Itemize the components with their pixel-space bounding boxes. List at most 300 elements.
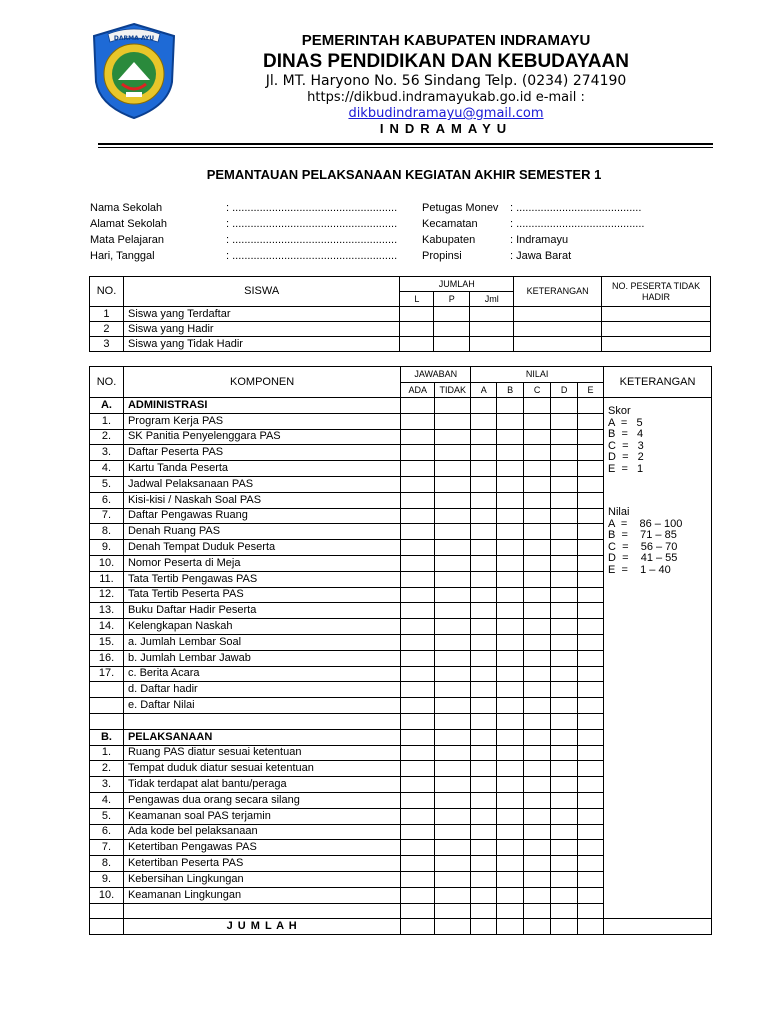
cell[interactable] [435, 698, 471, 714]
row-label: b. Jumlah Lembar Jawab [123, 650, 400, 666]
cell[interactable] [578, 792, 604, 808]
cell[interactable] [524, 445, 551, 461]
row-no: 14. [90, 619, 124, 635]
cell[interactable] [401, 792, 435, 808]
cell[interactable] [497, 445, 524, 461]
cell[interactable] [435, 603, 471, 619]
cell[interactable] [578, 840, 604, 856]
cell[interactable] [471, 571, 497, 587]
cell[interactable] [551, 903, 578, 919]
cell[interactable] [551, 792, 578, 808]
cell[interactable] [471, 713, 497, 729]
cell[interactable] [578, 650, 604, 666]
cell[interactable] [524, 492, 551, 508]
cell[interactable] [401, 571, 435, 587]
cell[interactable] [551, 603, 578, 619]
skor-item: A = 5 [608, 416, 643, 429]
cell[interactable] [401, 682, 435, 698]
row-label: SK Panitia Penyelenggara PAS [123, 429, 400, 445]
cell[interactable] [497, 555, 524, 571]
cell[interactable] [578, 555, 604, 571]
cell[interactable] [578, 398, 604, 414]
cell[interactable] [551, 587, 578, 603]
cell[interactable] [524, 540, 551, 556]
cell[interactable] [551, 761, 578, 777]
cell[interactable] [401, 508, 435, 524]
cell[interactable] [435, 555, 471, 571]
cell[interactable] [435, 903, 471, 919]
cell[interactable] [551, 619, 578, 635]
cell[interactable] [400, 322, 434, 337]
cell[interactable] [524, 682, 551, 698]
cell[interactable] [578, 903, 604, 919]
row-no: 3 [90, 337, 124, 352]
cell[interactable] [524, 650, 551, 666]
cell[interactable] [551, 729, 578, 745]
cell[interactable] [471, 429, 497, 445]
cell[interactable] [578, 571, 604, 587]
cell[interactable] [524, 619, 551, 635]
cell[interactable] [578, 824, 604, 840]
cell[interactable] [401, 461, 435, 477]
gov-name: PEMERINTAH KABUPATEN INDRAMAYU [301, 32, 591, 49]
info-row [90, 248, 397, 264]
cell[interactable] [497, 587, 524, 603]
cell[interactable] [578, 682, 604, 698]
cell[interactable] [401, 840, 435, 856]
cell[interactable] [578, 698, 604, 714]
cell[interactable] [471, 398, 497, 414]
cell[interactable] [471, 524, 497, 540]
info-right [422, 200, 644, 264]
email-link[interactable]: dikbudindramayu@gmail.com [348, 106, 544, 121]
cell[interactable] [401, 398, 435, 414]
cell[interactable] [471, 919, 497, 935]
row-label: Pengawas dua orang secara silang [123, 792, 400, 808]
cell[interactable] [524, 524, 551, 540]
cell[interactable] [401, 887, 435, 903]
cell[interactable] [497, 603, 524, 619]
cell[interactable] [551, 413, 578, 429]
cell[interactable] [471, 903, 497, 919]
cell[interactable] [435, 650, 471, 666]
cell[interactable] [471, 761, 497, 777]
cell[interactable] [551, 745, 578, 761]
cell[interactable] [524, 856, 551, 872]
cell[interactable] [470, 337, 514, 352]
cell[interactable] [497, 619, 524, 635]
cell[interactable] [578, 919, 604, 935]
cell[interactable] [524, 508, 551, 524]
row-label: Daftar Pengawas Ruang [123, 508, 400, 524]
cell[interactable] [434, 307, 470, 322]
cell[interactable] [400, 307, 434, 322]
cell[interactable] [497, 634, 524, 650]
cell[interactable] [602, 337, 711, 352]
cell[interactable] [551, 856, 578, 872]
cell[interactable] [551, 476, 578, 492]
col-nilai: NILAI [471, 367, 604, 383]
cell[interactable] [435, 729, 471, 745]
cell[interactable] [471, 508, 497, 524]
cell[interactable] [524, 919, 551, 935]
cell[interactable] [497, 808, 524, 824]
cell[interactable] [578, 666, 604, 682]
cell[interactable] [524, 808, 551, 824]
cell[interactable] [435, 634, 471, 650]
header-rule [98, 143, 713, 145]
cell[interactable] [471, 729, 497, 745]
row-label: c. Berita Acara [123, 666, 400, 682]
cell[interactable] [471, 492, 497, 508]
cell[interactable] [435, 398, 471, 414]
cell[interactable] [514, 337, 602, 352]
cell[interactable] [435, 745, 471, 761]
cell[interactable] [578, 619, 604, 635]
cell[interactable] [471, 476, 497, 492]
row-label [123, 713, 400, 729]
info-row [422, 232, 644, 248]
cell[interactable] [524, 777, 551, 793]
cell[interactable] [524, 603, 551, 619]
cell[interactable] [578, 413, 604, 429]
cell[interactable] [471, 792, 497, 808]
cell[interactable] [497, 761, 524, 777]
cell[interactable] [524, 729, 551, 745]
cell[interactable] [435, 429, 471, 445]
cell[interactable] [435, 887, 471, 903]
cell[interactable] [578, 429, 604, 445]
cell[interactable] [471, 413, 497, 429]
cell[interactable] [524, 634, 551, 650]
cell[interactable] [602, 307, 711, 322]
cell[interactable] [471, 603, 497, 619]
cell[interactable] [401, 871, 435, 887]
cell[interactable] [578, 524, 604, 540]
cell[interactable] [551, 540, 578, 556]
cell[interactable] [401, 445, 435, 461]
cell[interactable] [435, 761, 471, 777]
cell[interactable] [524, 713, 551, 729]
cell[interactable] [578, 587, 604, 603]
cell[interactable] [551, 887, 578, 903]
cell[interactable] [497, 571, 524, 587]
cell[interactable] [497, 540, 524, 556]
cell[interactable] [497, 476, 524, 492]
cell[interactable] [435, 413, 471, 429]
cell[interactable] [524, 587, 551, 603]
cell[interactable] [497, 824, 524, 840]
cell[interactable] [497, 856, 524, 872]
cell[interactable] [578, 745, 604, 761]
cell[interactable] [435, 587, 471, 603]
cell[interactable] [551, 871, 578, 887]
row-no: 12. [90, 587, 124, 603]
keterangan-cell [604, 398, 712, 919]
row-no: 7. [90, 508, 124, 524]
cell[interactable] [401, 429, 435, 445]
cell[interactable] [578, 856, 604, 872]
cell[interactable] [578, 761, 604, 777]
cell[interactable] [401, 761, 435, 777]
cell[interactable] [524, 792, 551, 808]
cell[interactable] [497, 429, 524, 445]
cell[interactable] [401, 634, 435, 650]
row-no: 8. [90, 524, 124, 540]
cell[interactable] [551, 524, 578, 540]
cell[interactable] [551, 698, 578, 714]
cell[interactable] [524, 871, 551, 887]
cell[interactable] [435, 666, 471, 682]
cell[interactable] [435, 824, 471, 840]
cell[interactable] [401, 824, 435, 840]
cell[interactable] [435, 682, 471, 698]
cell[interactable] [471, 634, 497, 650]
jumlah-row [90, 919, 712, 935]
cell[interactable] [497, 413, 524, 429]
cell[interactable] [401, 777, 435, 793]
cell[interactable] [524, 903, 551, 919]
cell[interactable] [551, 682, 578, 698]
cell[interactable] [497, 840, 524, 856]
cell[interactable] [551, 777, 578, 793]
cell[interactable] [471, 461, 497, 477]
cell[interactable] [471, 871, 497, 887]
cell[interactable] [435, 476, 471, 492]
cell[interactable] [497, 666, 524, 682]
row-no: 10. [90, 555, 124, 571]
col-keterangan: KETERANGAN [514, 277, 602, 307]
cell[interactable] [578, 713, 604, 729]
cell[interactable] [497, 871, 524, 887]
cell[interactable] [435, 571, 471, 587]
cell[interactable] [524, 555, 551, 571]
cell[interactable] [401, 919, 435, 935]
cell[interactable] [471, 682, 497, 698]
cell[interactable] [514, 322, 602, 337]
cell[interactable] [497, 508, 524, 524]
cell[interactable] [578, 445, 604, 461]
cell[interactable] [524, 571, 551, 587]
row-label: Denah Tempat Duduk Peserta [123, 540, 400, 556]
cell[interactable] [435, 713, 471, 729]
cell[interactable] [434, 322, 470, 337]
cell[interactable] [471, 824, 497, 840]
cell[interactable] [401, 587, 435, 603]
cell[interactable] [524, 887, 551, 903]
cell[interactable] [471, 840, 497, 856]
row-no: 4. [90, 461, 124, 477]
address: Jl. MT. Haryono No. 56 Sindang Telp. (0234) 274190 [265, 73, 627, 89]
cell[interactable] [578, 508, 604, 524]
cell[interactable] [471, 555, 497, 571]
cell[interactable] [435, 792, 471, 808]
row-no: A. [90, 398, 124, 414]
cell[interactable] [551, 919, 578, 935]
table-row [90, 307, 711, 322]
cell[interactable] [524, 761, 551, 777]
cell[interactable] [471, 540, 497, 556]
cell[interactable] [578, 603, 604, 619]
cell[interactable] [497, 713, 524, 729]
cell[interactable] [524, 824, 551, 840]
cell[interactable] [471, 745, 497, 761]
cell[interactable] [471, 777, 497, 793]
cell[interactable] [524, 476, 551, 492]
cell[interactable] [435, 619, 471, 635]
cell[interactable] [551, 808, 578, 824]
row-label: Ruang PAS diatur sesuai ketentuan [123, 745, 400, 761]
cell[interactable] [524, 745, 551, 761]
cell[interactable] [401, 808, 435, 824]
cell[interactable] [524, 413, 551, 429]
cell[interactable] [551, 429, 578, 445]
cell[interactable] [401, 666, 435, 682]
cell[interactable] [602, 322, 711, 337]
cell[interactable] [471, 445, 497, 461]
cell[interactable] [497, 698, 524, 714]
cell[interactable] [471, 650, 497, 666]
row-no: 9. [90, 871, 124, 887]
cell[interactable] [578, 808, 604, 824]
cell[interactable] [471, 619, 497, 635]
cell[interactable] [435, 840, 471, 856]
cell[interactable] [497, 903, 524, 919]
cell[interactable] [401, 698, 435, 714]
cell[interactable] [524, 666, 551, 682]
cell[interactable] [471, 698, 497, 714]
cell[interactable] [401, 650, 435, 666]
cell[interactable] [435, 508, 471, 524]
cell[interactable] [551, 461, 578, 477]
cell[interactable] [497, 398, 524, 414]
cell[interactable] [578, 476, 604, 492]
cell[interactable] [497, 524, 524, 540]
cell[interactable] [524, 398, 551, 414]
row-no: 2 [90, 322, 124, 337]
cell[interactable] [401, 903, 435, 919]
cell[interactable] [400, 337, 434, 352]
cell[interactable] [435, 492, 471, 508]
cell[interactable] [551, 555, 578, 571]
cell[interactable] [497, 682, 524, 698]
cell[interactable] [524, 840, 551, 856]
cell[interactable] [551, 634, 578, 650]
row-no: 3. [90, 777, 124, 793]
cell[interactable] [578, 540, 604, 556]
cell[interactable] [551, 398, 578, 414]
cell[interactable] [435, 461, 471, 477]
cell[interactable] [435, 445, 471, 461]
cell[interactable] [401, 476, 435, 492]
cell[interactable] [435, 856, 471, 872]
cell[interactable] [401, 729, 435, 745]
row-label: ADMINISTRASI [123, 398, 400, 414]
cell[interactable] [471, 666, 497, 682]
cell[interactable] [471, 887, 497, 903]
cell[interactable] [551, 650, 578, 666]
cell[interactable] [401, 492, 435, 508]
cell[interactable] [435, 808, 471, 824]
cell[interactable] [471, 587, 497, 603]
cell[interactable] [435, 871, 471, 887]
cell[interactable] [551, 508, 578, 524]
nilai-item: D = 41 – 55 [608, 552, 678, 564]
cell[interactable] [497, 777, 524, 793]
cell[interactable] [401, 603, 435, 619]
cell[interactable] [578, 634, 604, 650]
col-komponen: KOMPONEN [123, 367, 400, 398]
row-label: Daftar Peserta PAS [123, 445, 400, 461]
cell[interactable] [551, 840, 578, 856]
cell[interactable] [524, 461, 551, 477]
cell[interactable] [578, 492, 604, 508]
cell[interactable] [551, 492, 578, 508]
cell[interactable] [497, 729, 524, 745]
cell[interactable] [401, 540, 435, 556]
cell[interactable] [435, 524, 471, 540]
nilai-item: B = 71 – 85 [608, 529, 677, 541]
cell[interactable] [497, 887, 524, 903]
cell[interactable] [497, 919, 524, 935]
cell[interactable] [578, 887, 604, 903]
cell[interactable] [551, 571, 578, 587]
cell[interactable] [497, 461, 524, 477]
row-label: Siswa yang Hadir [123, 322, 399, 337]
cell[interactable] [435, 919, 471, 935]
cell[interactable] [401, 713, 435, 729]
cell[interactable] [401, 745, 435, 761]
cell[interactable] [524, 429, 551, 445]
cell[interactable] [435, 540, 471, 556]
row-no: 6. [90, 492, 124, 508]
nilai-title: Nilai [608, 506, 630, 518]
cell[interactable] [551, 824, 578, 840]
cell[interactable] [470, 322, 514, 337]
cell[interactable] [578, 871, 604, 887]
cell[interactable] [497, 492, 524, 508]
cell[interactable] [401, 555, 435, 571]
cell[interactable] [578, 461, 604, 477]
cell[interactable] [551, 445, 578, 461]
cell[interactable] [604, 919, 712, 935]
svg-text:DARMA AYU: DARMA AYU [113, 35, 155, 42]
cell[interactable] [401, 619, 435, 635]
cell[interactable] [497, 745, 524, 761]
cell[interactable] [471, 856, 497, 872]
cell[interactable] [514, 307, 602, 322]
cell[interactable] [578, 729, 604, 745]
cell[interactable] [578, 777, 604, 793]
cell[interactable] [497, 650, 524, 666]
cell[interactable] [551, 713, 578, 729]
cell[interactable] [435, 777, 471, 793]
table-row [90, 337, 711, 352]
row-no: 1. [90, 413, 124, 429]
col-d: D [551, 383, 578, 398]
cell[interactable] [497, 792, 524, 808]
col-no-peserta: NO. PESERTA TIDAK HADIR [602, 277, 711, 307]
table-row [90, 322, 711, 337]
cell[interactable] [551, 666, 578, 682]
cell[interactable] [471, 808, 497, 824]
cell[interactable] [401, 856, 435, 872]
cell[interactable] [401, 413, 435, 429]
cell[interactable] [470, 307, 514, 322]
cell[interactable] [524, 698, 551, 714]
cell[interactable] [434, 337, 470, 352]
cell[interactable] [401, 524, 435, 540]
